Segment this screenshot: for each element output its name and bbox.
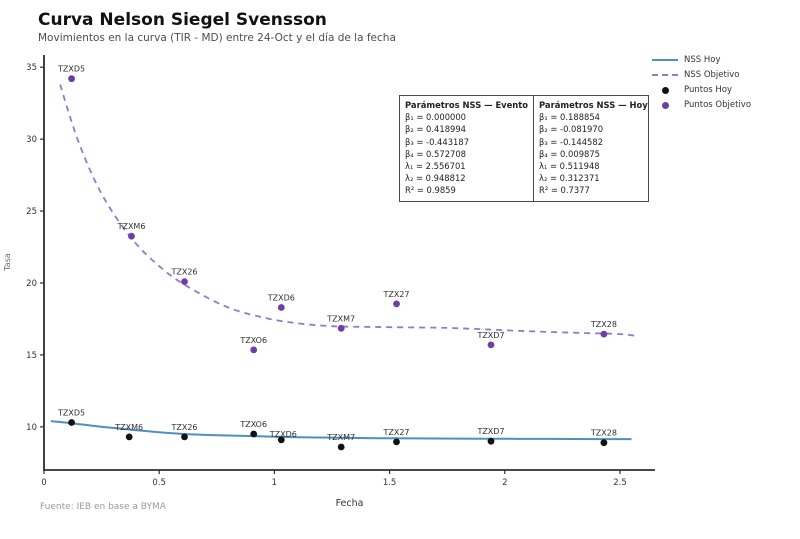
x-axis-label: Fecha [335,498,364,509]
params-box-evento [399,95,539,202]
point-label: TZXD6 [269,429,297,439]
legend-label: NSS Objetivo [684,70,740,80]
x-tick-label: 1.5 [382,478,397,488]
point-label: TZX26 [171,422,198,432]
point-label: TZX27 [383,427,410,437]
scatter-point [338,444,345,451]
y-tick-label: 15 [26,350,37,361]
scatter-point [128,233,135,240]
scatter-point [601,331,608,338]
param-row: R² = 0.7377 [539,185,590,196]
legend-label: NSS Hoy [684,55,721,65]
point-label: TZXD5 [58,408,86,418]
param-row: λ₁ = 2.556701 [405,161,466,172]
param-row: β₁ = 0.000000 [405,112,467,123]
x-tick-label: 2 [502,478,508,488]
param-row: β₁ = 0.188854 [539,112,601,123]
param-row: β₄ = 0.572708 [405,148,467,159]
point-label: TZXM6 [117,222,146,232]
x-tick-label: 2.5 [613,478,627,488]
purple-dot-swatch-icon [662,102,669,109]
param-row: β₃ = -0.443187 [405,136,470,147]
y-tick-label: 25 [26,207,37,218]
scatter-point [393,439,400,446]
y-tick-label: 10 [26,422,37,433]
solid-line-swatch-icon [652,59,678,61]
param-row: λ₂ = 0.312371 [539,173,600,184]
legend-label: Puntos Hoy [684,85,733,95]
legend-item-nss-hoy [652,54,751,66]
y-axis-label: Tasa [3,253,12,271]
scatter-point [601,439,608,446]
scatter-point [393,301,400,308]
chart-legend [652,54,751,111]
legend-item-puntos-hoy [652,84,751,96]
param-row: β₄ = 0.009875 [539,148,601,159]
params-box-title: Parámetros NSS — Evento [405,100,529,110]
param-row: λ₁ = 0.511948 [539,161,600,172]
scatter-point [488,342,495,349]
x-tick-label: 1 [271,478,278,488]
point-label: TZXO6 [240,335,268,345]
point-label: TZX27 [383,289,410,299]
y-tick-label: 35 [26,63,37,74]
point-label: TZX28 [590,428,617,438]
x-tick-label: 0 [41,478,47,488]
point-label: TZXM7 [327,314,356,324]
scatter-point [181,434,188,441]
point-label: TZXM7 [327,433,356,442]
y-tick-label: 30 [26,135,37,146]
point-label: TZXD6 [267,293,295,303]
scatter-point [126,434,133,441]
scatter-point [250,431,257,438]
scatter-point [68,75,75,82]
black-dot-swatch-icon [662,87,669,94]
scatter-point [488,438,495,445]
scatter-point [68,419,75,426]
param-row: β₂ = 0.418994 [405,124,467,135]
y-tick-label: 20 [26,278,37,289]
legend-item-puntos-objetivo [652,99,751,111]
page-title: Curva Nelson Siegel Svensson [38,10,327,30]
point-label: TZXD7 [477,330,505,340]
point-label: TZX26 [171,267,198,277]
scatter-point [278,304,285,311]
legend-label: Puntos Objetivo [684,100,752,110]
params-box-hoy [533,95,649,202]
param-row: R² = 0.9859 [405,185,456,196]
point-label: TZXD7 [477,427,505,437]
page-subtitle: Movimientos en la curva (TIR - MD) entre 24-Oct y el día de la fecha [38,32,396,44]
scatter-point [338,325,345,332]
legend-item-nss-objetivo [652,69,751,81]
dashed-line-swatch-icon [652,74,678,76]
param-row: β₃ = -0.144582 [539,136,604,147]
param-row: λ₂ = 0.948812 [405,173,466,184]
source-note: Fuente: IEB en base a BYMA [40,502,166,512]
params-box-title: Parámetros NSS — Hoy [539,100,648,110]
scatter-point [250,347,257,354]
param-row: β₂ = -0.081970 [539,124,604,135]
point-label: TZX28 [590,320,617,330]
x-tick-label: 0.5 [152,478,166,488]
point-label: TZXM6 [115,422,144,432]
point-label: TZXD5 [58,64,86,74]
point-label: TZXO6 [240,420,268,429]
scatter-point [181,278,188,285]
